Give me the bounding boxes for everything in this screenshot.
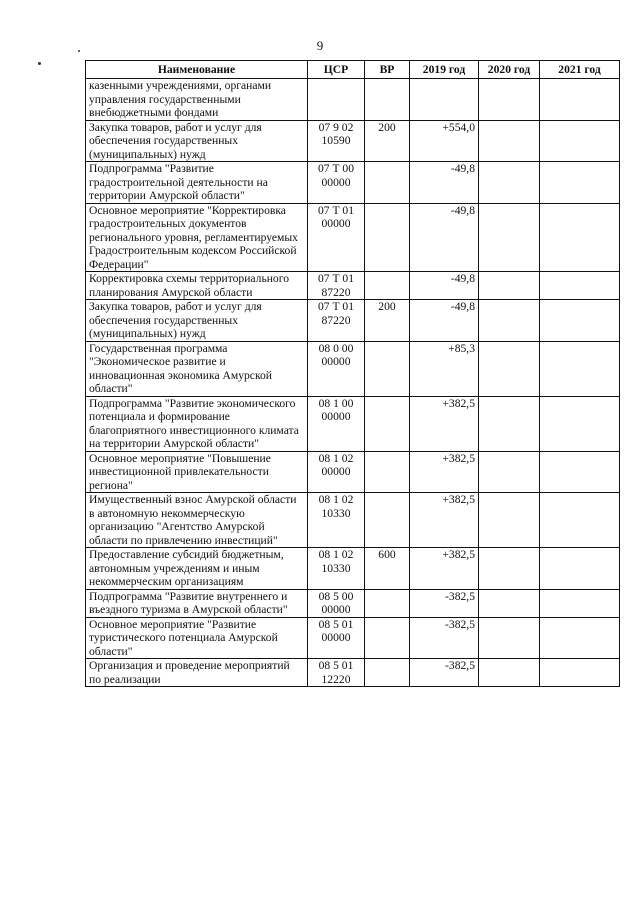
cell-2021	[540, 451, 620, 493]
cell-vr	[365, 659, 410, 687]
cell-2021	[540, 203, 620, 272]
cell-2019: -382,5	[410, 659, 479, 687]
cell-vr	[365, 589, 410, 617]
header-2019: 2019 год	[410, 61, 479, 79]
cell-name: Государственная программа "Экономическое развитие и инновационная экономика Амурской области"	[86, 341, 308, 396]
cell-vr	[365, 79, 410, 121]
cell-2021	[540, 120, 620, 162]
scan-speck	[78, 50, 80, 52]
table-row	[86, 396, 620, 451]
table-row	[86, 493, 620, 548]
table-header-row	[86, 61, 620, 79]
table-row	[86, 272, 620, 300]
cell-2020	[479, 548, 540, 590]
cell-2021	[540, 548, 620, 590]
table-row	[86, 120, 620, 162]
cell-csr: 07 Т 01 00000	[308, 203, 365, 272]
cell-csr	[308, 79, 365, 121]
cell-2019: -49,8	[410, 272, 479, 300]
cell-2020	[479, 589, 540, 617]
cell-name: Подпрограмма "Развитие экономического потенциала и формирование благоприятного инвестиционного климата на территории Амурской области"	[86, 396, 308, 451]
cell-2021	[540, 341, 620, 396]
cell-2020	[479, 272, 540, 300]
cell-name: Предоставление субсидий бюджетным, автономным учреждениям и иным некоммерческим организациям	[86, 548, 308, 590]
cell-csr: 08 5 01 12220	[308, 659, 365, 687]
cell-csr: 07 Т 01 87220	[308, 272, 365, 300]
cell-name: Корректировка схемы территориального планирования Амурской области	[86, 272, 308, 300]
cell-csr: 07 9 02 10590	[308, 120, 365, 162]
table-row	[86, 203, 620, 272]
cell-2020	[479, 617, 540, 659]
cell-2020	[479, 341, 540, 396]
cell-name: Имущественный взнос Амурской области в автономную некоммерческую организацию "Агентство Амурской области по привлечению инвестиций"	[86, 493, 308, 548]
cell-2021	[540, 617, 620, 659]
cell-csr: 08 1 02 10330	[308, 548, 365, 590]
cell-name: Основное мероприятие "Развитие туристического потенциала Амурской области"	[86, 617, 308, 659]
table-row	[86, 589, 620, 617]
cell-2020	[479, 203, 540, 272]
cell-2021	[540, 589, 620, 617]
header-name: Наименование	[86, 61, 308, 79]
cell-name: Подпрограмма "Развитие внутреннего и въездного туризма в Амурской области"	[86, 589, 308, 617]
cell-name: Организация и проведение мероприятий по реализации	[86, 659, 308, 687]
cell-csr: 07 Т 00 00000	[308, 162, 365, 204]
cell-csr: 08 5 01 00000	[308, 617, 365, 659]
cell-vr	[365, 451, 410, 493]
cell-2020	[479, 162, 540, 204]
header-vr: ВР	[365, 61, 410, 79]
table-row	[86, 451, 620, 493]
table-row	[86, 341, 620, 396]
cell-2020	[479, 659, 540, 687]
cell-2019: +382,5	[410, 493, 479, 548]
cell-csr: 08 0 00 00000	[308, 341, 365, 396]
cell-name: Основное мероприятие "Повышение инвестиционной привлекательности региона"	[86, 451, 308, 493]
cell-vr: 200	[365, 120, 410, 162]
cell-2019: -382,5	[410, 589, 479, 617]
table-body	[86, 79, 620, 687]
cell-2020	[479, 79, 540, 121]
cell-vr	[365, 617, 410, 659]
cell-2021	[540, 79, 620, 121]
scan-speck	[38, 62, 41, 65]
cell-name: Закупка товаров, работ и услуг для обеспечения государственных (муниципальных) нужд	[86, 300, 308, 342]
cell-vr	[365, 272, 410, 300]
cell-name: Основное мероприятие "Корректировка градостроительных документов регионального уровня, регламентируемых Градостроительным кодексом Российской Федерации"	[86, 203, 308, 272]
cell-2021	[540, 396, 620, 451]
cell-2019: +382,5	[410, 396, 479, 451]
cell-2019: -49,8	[410, 203, 479, 272]
cell-2020	[479, 120, 540, 162]
table-row	[86, 162, 620, 204]
table-row	[86, 300, 620, 342]
cell-2021	[540, 300, 620, 342]
header-csr: ЦСР	[308, 61, 365, 79]
cell-name: Закупка товаров, работ и услуг для обеспечения государственных (муниципальных) нужд	[86, 120, 308, 162]
cell-csr: 08 1 02 10330	[308, 493, 365, 548]
cell-2019: +554,0	[410, 120, 479, 162]
budget-table	[85, 60, 620, 687]
table-row	[86, 79, 620, 121]
cell-2021	[540, 659, 620, 687]
cell-2021	[540, 162, 620, 204]
cell-vr	[365, 396, 410, 451]
cell-2019: +85,3	[410, 341, 479, 396]
cell-csr: 08 1 00 00000	[308, 396, 365, 451]
page-number: 9	[316, 38, 324, 53]
cell-csr: 08 1 02 00000	[308, 451, 365, 493]
cell-vr: 200	[365, 300, 410, 342]
cell-2019: -49,8	[410, 300, 479, 342]
table-row	[86, 617, 620, 659]
cell-2020	[479, 451, 540, 493]
cell-2020	[479, 396, 540, 451]
cell-name: казенными учреждениями, органами управления государственными внебюджетными фондами	[86, 79, 308, 121]
cell-2019: -49,8	[410, 162, 479, 204]
cell-csr: 07 Т 01 87220	[308, 300, 365, 342]
header-2021: 2021 год	[540, 61, 620, 79]
table-row	[86, 548, 620, 590]
cell-2019	[410, 79, 479, 121]
cell-2019: +382,5	[410, 451, 479, 493]
cell-2021	[540, 272, 620, 300]
cell-2019: +382,5	[410, 548, 479, 590]
cell-vr	[365, 162, 410, 204]
cell-vr	[365, 203, 410, 272]
cell-2021	[540, 493, 620, 548]
cell-name: Подпрограмма "Развитие градостроительной деятельности на территории Амурской области"	[86, 162, 308, 204]
cell-csr: 08 5 00 00000	[308, 589, 365, 617]
cell-2019: -382,5	[410, 617, 479, 659]
cell-vr	[365, 341, 410, 396]
header-2020: 2020 год	[479, 61, 540, 79]
cell-2020	[479, 493, 540, 548]
cell-vr	[365, 493, 410, 548]
cell-2020	[479, 300, 540, 342]
cell-vr: 600	[365, 548, 410, 590]
table-row	[86, 659, 620, 687]
